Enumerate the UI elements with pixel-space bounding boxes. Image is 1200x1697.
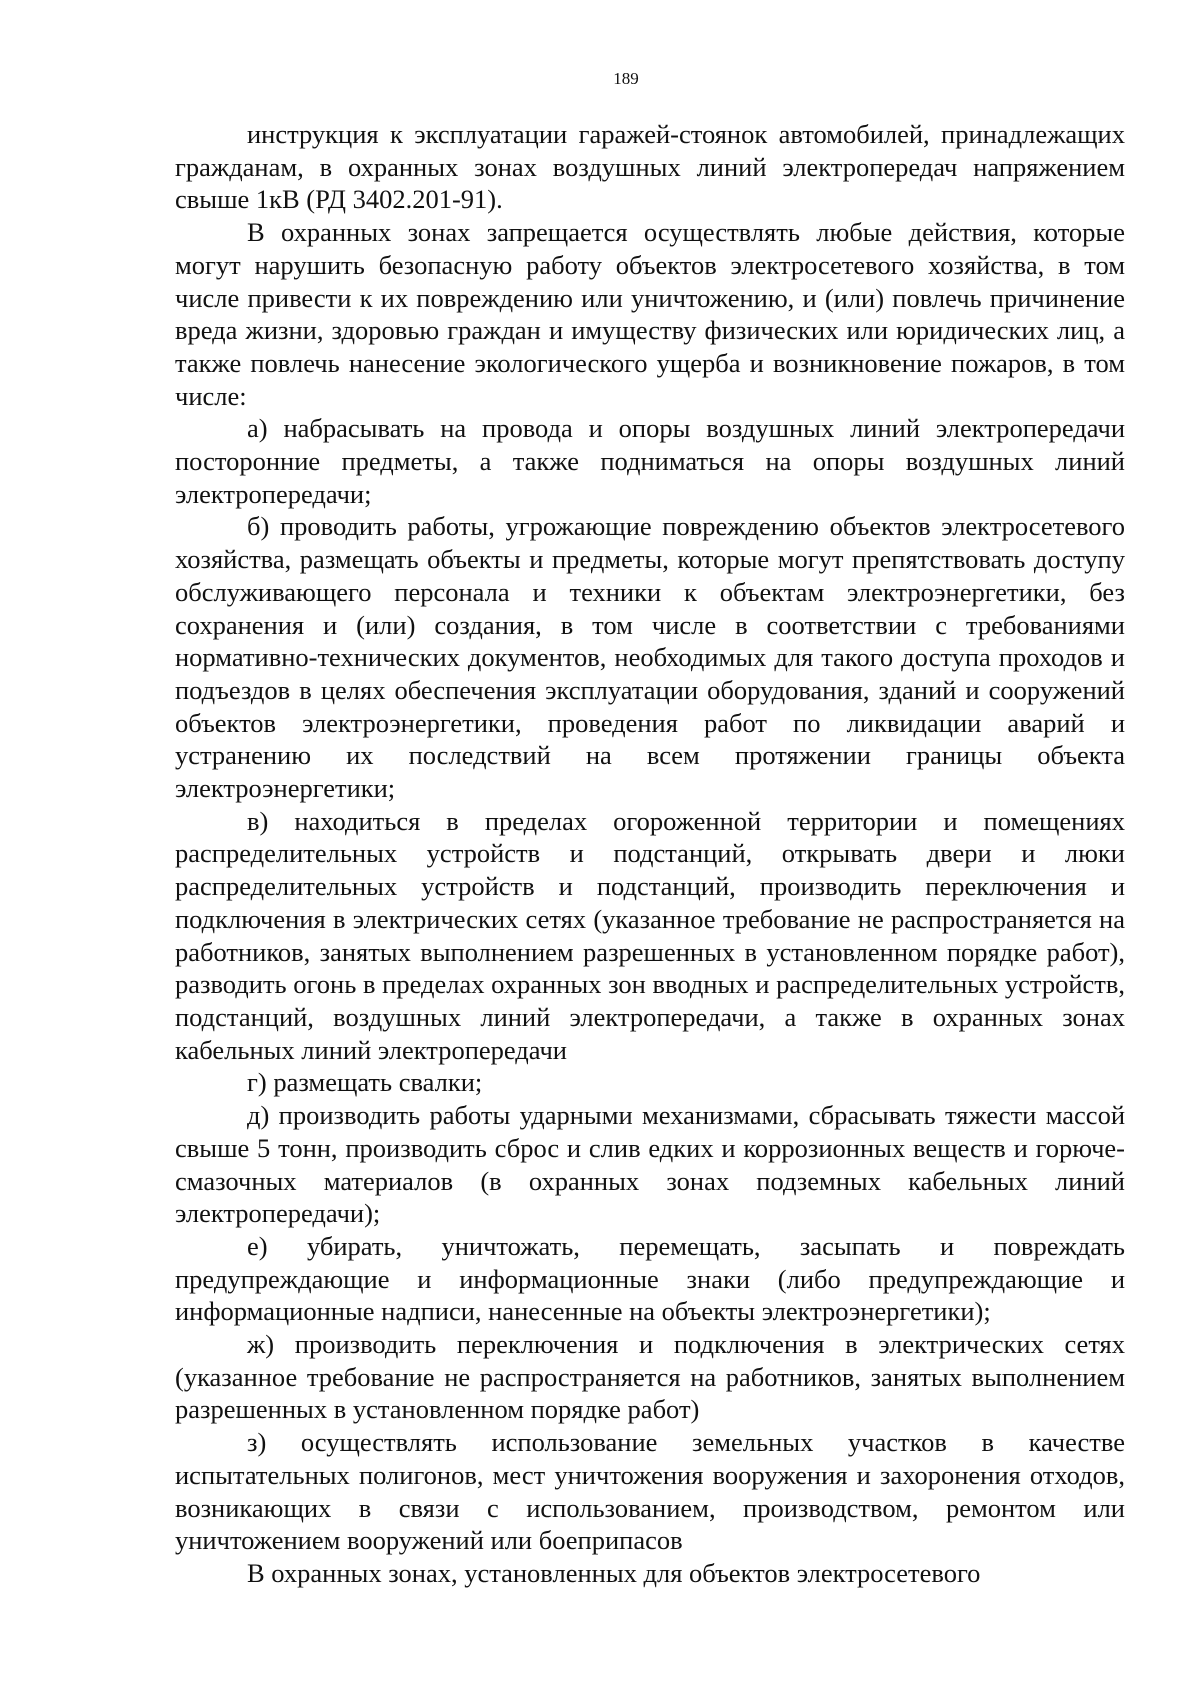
list-item-a: а) набрасывать на провода и опоры воздушных линий электропередачи посторонние предметы, а также подниматься на опоры воздушных линий электропередачи; (175, 413, 1125, 509)
list-item-e: е) убирать, уничтожать, перемещать, засыпать и повреждать предупреждающие и информационные знаки (либо предупреждающие и информационные надписи, нанесенные на объекты электроэнергетики); (175, 1230, 1125, 1327)
list-item-z: з) осуществлять использование земельных участков в качестве испытательных полигонов, мест уничтожения вооружения и захоронения отходов, возникающих в связи с использованием, производством, ремонтом или уничтожением вооружений или боеприпасов (175, 1427, 1125, 1556)
list-item-b: б) проводить работы, угрожающие повреждению объектов электросетевого хозяйства, размещать объекты и предметы, которые могут препятствовать доступу обслуживающего персонала и техники к объектам электроэнергетики, без сохранения и (или) создания, в том числе в соответствии с требованиями нормативно-технических документов, необходимых для такого доступа проходов и подъездов в целях обеспечения эксплуатации оборудования, зданий и сооружений объектов электроэнергетики, проведения работ по ликвидации аварий и устранению их последствий на всем протяжении границы объекта электроэнергетики; (175, 511, 1125, 804)
paragraph-garage-instruction: инструкция к эксплуатации гаражей-стоянок автомобилей, принадлежащих гражданам, в охранных зонах воздушных линий электропередач напряжением свыше 1кВ (РД 3402.201-91). (175, 119, 1125, 215)
document-body (175, 118, 1125, 1590)
paragraph-prohibitions-intro: В охранных зонах запрещается осуществлять любые действия, которые могут нарушить безопасную работу объектов электросетевого хозяйства, в том числе привести к их повреждению или уничтожению, и (или) повлечь причинение вреда жизни, здоровью граждан и имуществу физических или юридических лиц, а также повлечь нанесение экологического ущерба и возникновение пожаров, в том числе: (175, 217, 1125, 411)
list-item-d: д) производить работы ударными механизмами, сбрасывать тяжести массой свыше 5 тонн, производить сброс и слив едких и коррозионных веществ и горюче-смазочных материалов (в охранных зонах подземных кабельных линий электропередачи); (175, 1100, 1125, 1229)
page-number: 189 (613, 69, 639, 88)
list-item-g: г) размещать свалки; (247, 1067, 483, 1098)
list-item-zh: ж) производить переключения и подключения в электрических сетях (указанное требование не распространяется на работников, занятых выполнением разрешенных в установленном порядке работ) (175, 1329, 1125, 1425)
paragraph-continuation: В охранных зонах, установленных для объектов электросетевого (247, 1557, 981, 1588)
list-item-v: в) находиться в пределах огороженной территории и помещениях распределительных устройств и подстанций, открывать двери и люки распределительных устройств и подстанций, производить переключения и подключения в электрических сетях (указанное требование не распространяется на работников, занятых выполнением разрешенных в установленном порядке работ), разводить огонь в пределах охранных зон вводных и распределительных устройств, подстанций, воздушных линий электропередачи, а также в охранных зонах кабельных линий электропередачи (175, 805, 1125, 1065)
